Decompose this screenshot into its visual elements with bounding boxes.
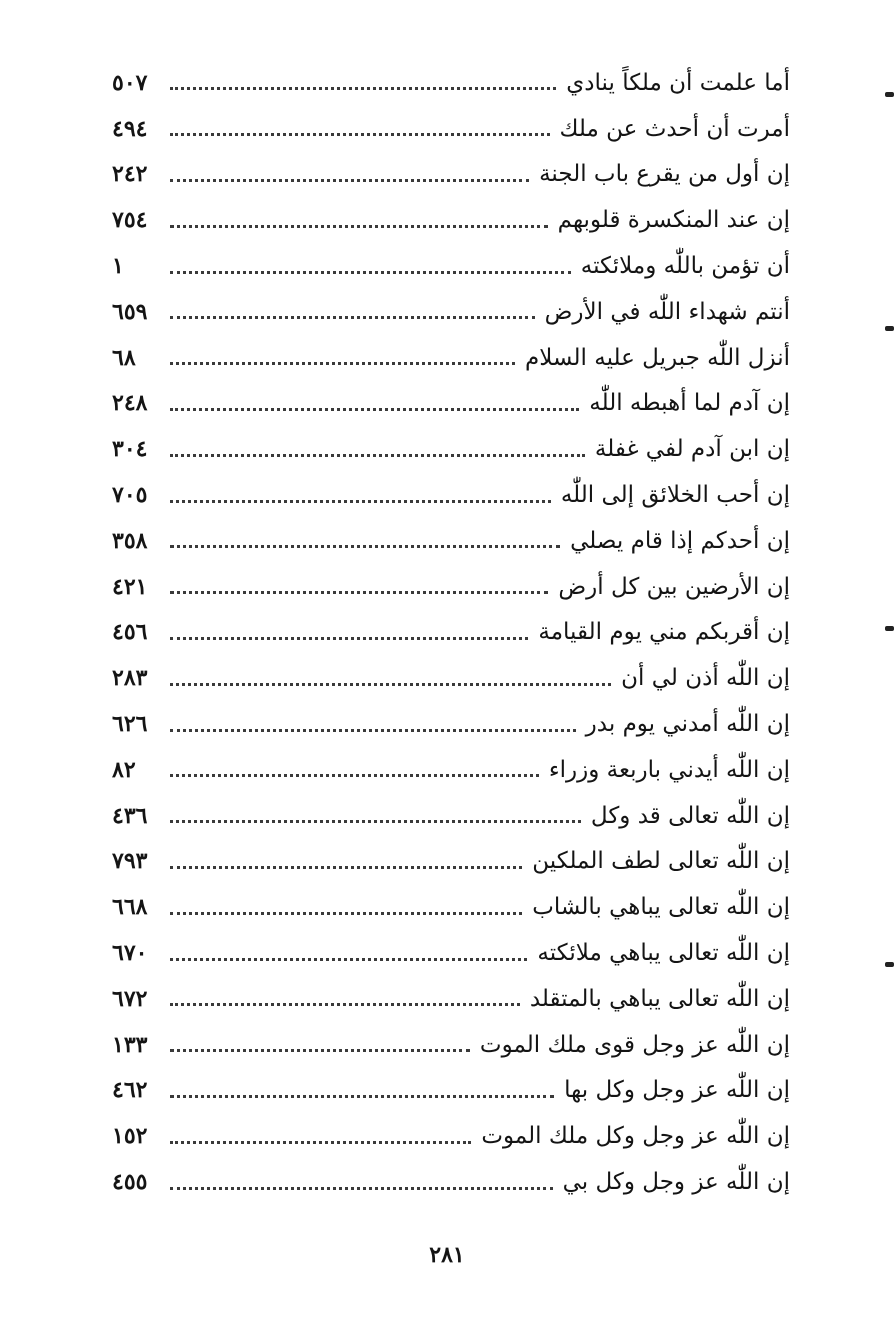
entry-page-number: ٤٩٤ (112, 115, 148, 142)
entry-text: إن ابن آدم لفي غفلة (594, 436, 790, 463)
index-entry (112, 197, 790, 243)
dot-leader (170, 362, 515, 365)
entry-text: إن اللّٰه تعالى يباهي ملائكته (537, 940, 790, 967)
dot-leader (170, 866, 522, 869)
entry-page-number: ٤٥٦ (112, 619, 148, 646)
index-entry (112, 976, 790, 1022)
entry-text: أن تؤمن باللّٰه وملائكته (580, 253, 790, 280)
index-entry (112, 884, 790, 930)
entry-page-number: ٤٥٥ (112, 1169, 148, 1196)
entry-page-number: ٥٠٧ (112, 69, 148, 96)
dot-leader (170, 545, 560, 548)
entry-text: إن الأرضين بين كل أرض (558, 573, 790, 600)
dot-leader (170, 500, 551, 503)
edge-mark (885, 92, 894, 97)
entry-page-number: ٦٦٨ (112, 894, 148, 921)
entry-text: إن اللّٰه تعالى يباهي بالمتقلد (529, 985, 790, 1012)
entry-page-number: ٣٥٨ (112, 527, 148, 554)
edge-mark (885, 626, 894, 631)
entry-text: إن أحب الخلائق إلى اللّٰه (560, 482, 790, 509)
edge-mark (885, 326, 894, 331)
entry-text: إن آدم لما أهبطه اللّٰه (589, 390, 790, 417)
entry-page-number: ٦٧٢ (112, 985, 148, 1012)
entry-page-number: ٣٠٤ (112, 436, 148, 463)
dot-leader (170, 179, 529, 182)
edge-mark (885, 962, 894, 967)
index-entry (112, 1159, 790, 1205)
entry-page-number: ٦٥٩ (112, 298, 148, 325)
entry-page-number: ٤٣٦ (112, 802, 148, 829)
entry-text: إن اللّٰه أمدني يوم بدر (585, 711, 790, 738)
entry-text: أمرت أن أحدث عن ملك (559, 115, 790, 142)
dot-leader (170, 774, 539, 777)
index-entry (112, 518, 790, 564)
entry-page-number: ٦٧٠ (112, 940, 148, 967)
index-entry (112, 655, 790, 701)
entry-text: إن اللّٰه تعالى يباهي بالشاب (532, 894, 790, 921)
entry-text: إن اللّٰه عز وجل وكل بي (562, 1169, 790, 1196)
dot-leader (170, 225, 548, 228)
entry-text: إن أول من يقرع باب الجنة (539, 161, 790, 188)
entry-page-number: ٧٥٤ (112, 207, 148, 234)
dot-leader (170, 408, 579, 411)
entry-page-number: ٢٤٨ (112, 390, 148, 417)
index-entry (112, 289, 790, 335)
dot-leader (170, 958, 527, 961)
dot-leader (170, 1095, 554, 1098)
index-list (112, 60, 790, 1205)
index-entry (112, 1113, 790, 1159)
index-entry (112, 839, 790, 885)
entry-text: إن اللّٰه تعالى قد وكل (590, 802, 790, 829)
dot-leader (170, 1187, 553, 1190)
entry-page-number: ٦٨ (112, 344, 136, 371)
entry-page-number: ١٣٣ (112, 1031, 148, 1058)
dot-leader (170, 637, 528, 640)
dot-leader (170, 820, 581, 823)
index-entry (112, 747, 790, 793)
index-entry (112, 1022, 790, 1068)
index-entry (112, 701, 790, 747)
index-entry (112, 335, 790, 381)
dot-leader (170, 271, 571, 274)
page-number: ٢٨١ (429, 1242, 465, 1268)
index-entry (112, 243, 790, 289)
entry-text: إن اللّٰه عز وجل وكل ملك الموت (481, 1123, 790, 1150)
index-entry (112, 1068, 790, 1114)
dot-leader (170, 912, 522, 915)
dot-leader (170, 1049, 470, 1052)
index-entry (112, 472, 790, 518)
entry-page-number: ٧٩٣ (112, 848, 148, 875)
index-entry (112, 381, 790, 427)
entry-text: إن اللّٰه أذن لي أن (621, 665, 790, 692)
dot-leader (170, 591, 548, 594)
entry-page-number: ٤٦٢ (112, 1077, 148, 1104)
index-entry (112, 930, 790, 976)
entry-text: إن عند المنكسرة قلوبهم (557, 207, 790, 234)
dot-leader (170, 1003, 520, 1006)
entry-text: إن أحدكم إذا قام يصلي (570, 527, 790, 554)
dot-leader (170, 1141, 471, 1144)
index-entry (112, 426, 790, 472)
entry-page-number: ٦٢٦ (112, 711, 148, 738)
index-entry (112, 152, 790, 198)
entry-text: إن أقربكم مني يوم القيامة (538, 619, 790, 646)
entry-text: إن اللّٰه عز وجل قوى ملك الموت (479, 1031, 790, 1058)
entry-text: أنتم شهداء اللّٰه في الأرض (544, 298, 790, 325)
dot-leader (170, 683, 611, 686)
entry-page-number: ٨٢ (112, 756, 136, 783)
dot-leader (170, 87, 556, 90)
entry-page-number: ٢٤٢ (112, 161, 148, 188)
dot-leader (170, 454, 585, 457)
dot-leader (170, 729, 576, 732)
index-entry (112, 60, 790, 106)
dot-leader (170, 133, 550, 136)
dot-leader (170, 316, 535, 319)
entry-text: إن اللّٰه أيدني باربعة وزراء (548, 756, 790, 783)
entry-page-number: ١ (112, 253, 124, 280)
index-entry (112, 793, 790, 839)
entry-page-number: ٧٠٥ (112, 482, 148, 509)
entry-page-number: ٤٢١ (112, 573, 148, 600)
entry-text: أما علمت أن ملكاً ينادي (566, 69, 790, 96)
index-entry (112, 106, 790, 152)
entry-text: إن اللّٰه تعالى لطف الملكين (532, 848, 790, 875)
entry-page-number: ١٥٢ (112, 1123, 148, 1150)
index-entry (112, 610, 790, 656)
entry-text: إن اللّٰه عز وجل وكل بها (564, 1077, 790, 1104)
index-entry (112, 564, 790, 610)
entry-text: أنزل اللّٰه جبريل عليه السلام (525, 344, 790, 371)
entry-page-number: ٢٨٣ (112, 665, 148, 692)
